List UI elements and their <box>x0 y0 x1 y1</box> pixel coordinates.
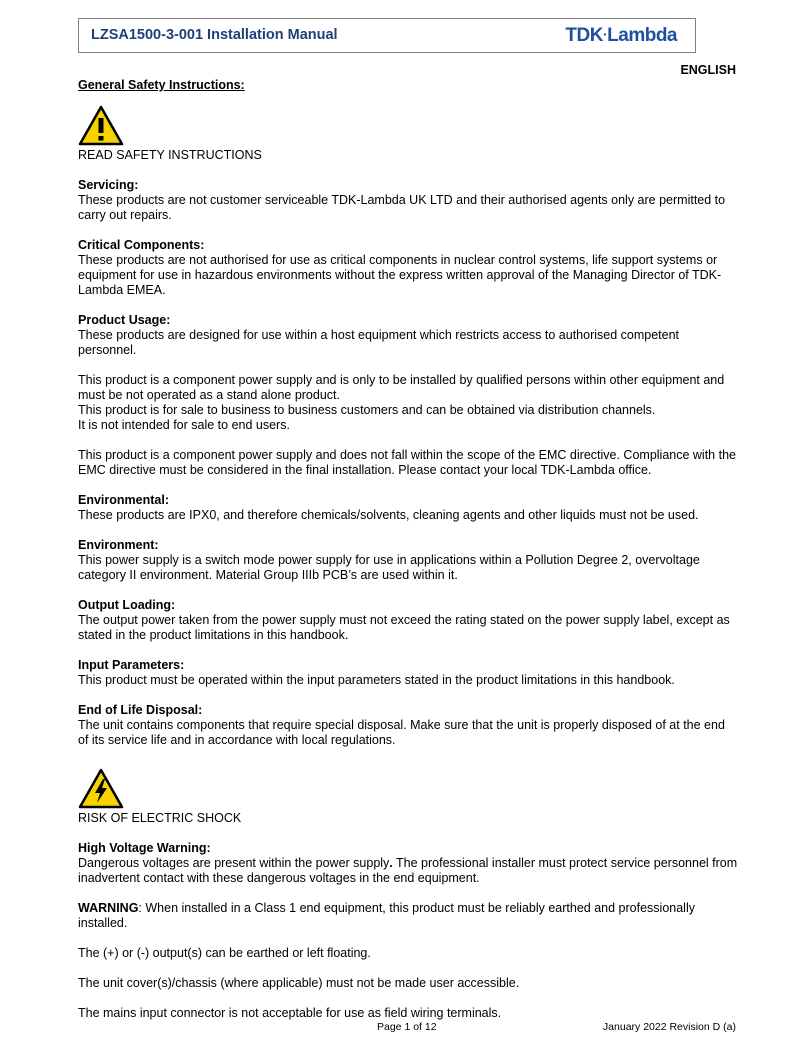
section-servicing <box>78 178 738 223</box>
mains-text: The mains input connector is not acceptable for use as field wiring terminals. <box>78 1006 502 1020</box>
revision-label: January 2022 Revision D (a) <box>602 1021 736 1033</box>
electric-shock-icon <box>78 768 124 809</box>
section-text: This product must be operated within the input parameters stated in the product limitations in this handbook. <box>78 673 675 687</box>
section-text: It is not intended for sale to end users. <box>78 418 290 432</box>
section-text <box>78 856 738 886</box>
brand-logo <box>565 25 677 47</box>
hv-text-dot: . <box>389 856 393 870</box>
section-warning <box>78 901 738 931</box>
section-text: These products are designed for use within a host equipment which restricts access to authorised competent personnel. <box>78 328 680 357</box>
shock-caption: RISK OF ELECTRIC SHOCK <box>78 811 242 825</box>
section-text: This product is a component power supply and is only to be installed by qualified persons within other equipment and must be not operated as a stand alone product. <box>78 373 725 402</box>
brand-logo-separator: · <box>602 26 608 42</box>
section-end-of-life <box>78 703 738 748</box>
safety-caption: READ SAFETY INSTRUCTIONS <box>78 148 262 162</box>
language-label: ENGLISH <box>680 63 736 77</box>
section-title: Input Parameters: <box>78 658 185 672</box>
section-text: These products are IPX0, and therefore chemicals/solvents, cleaning agents and other liquids must not be used. <box>78 508 699 522</box>
hv-text-a: Dangerous voltages are present within the power supply <box>78 856 390 870</box>
section-title: Output Loading: <box>78 598 176 612</box>
warning-text <box>78 901 738 931</box>
section-environment <box>78 538 738 583</box>
section-title: Critical Components: <box>78 238 205 252</box>
section-text: These products are not authorised for use as critical components in nuclear control systems, life support systems or equipment for use in hazardous environments without the express written approval of the Managing Director of TDK-Lambda EMEA. <box>78 253 722 297</box>
section-critical-components <box>78 238 738 298</box>
section-title: Environmental: <box>78 493 169 507</box>
section-title: High Voltage Warning: <box>78 841 211 855</box>
warning-exclamation-dot <box>99 136 104 141</box>
section-input-parameters <box>78 658 738 688</box>
hv-text-b: The professional installer must protect service personnel from inadvertent contact with these dangerous voltages in the end equipment. <box>78 856 738 885</box>
section-title: Product Usage: <box>78 313 171 327</box>
section-text: The output power taken from the power supply must not exceed the rating stated on the power supply label, except as stated in the product limitations in this handbook. <box>78 613 730 642</box>
section-text: These products are not customer serviceable TDK-Lambda UK LTD and their authorised agents only are permitted to carry out repairs. <box>78 193 726 222</box>
section-title: Servicing: <box>78 178 139 192</box>
output-earth-text: The (+) or (-) output(s) can be earthed or left floating. <box>78 946 371 960</box>
warning-body: : When installed in a Class 1 end equipment, this product must be reliably earthed and professionally installed. <box>78 901 695 930</box>
warning-triangle-icon <box>78 105 124 146</box>
section-text: This power supply is a switch mode power supply for use in applications within a Pollution Degree 2, overvoltage category II environment. Material Group IIIb PCB’s are used within it. <box>78 553 700 582</box>
brand-logo-main: TDK <box>565 25 603 46</box>
page-heading: General Safety Instructions: <box>78 78 245 92</box>
section-output-loading <box>78 598 738 643</box>
document-title: LZSA1500-3-001 Installation Manual <box>91 27 338 43</box>
cover-text: The unit cover(s)/chassis (where applicable) must not be made user accessible. <box>78 976 520 990</box>
brand-logo-second: Lambda <box>607 25 677 46</box>
section-product-usage <box>78 313 738 478</box>
section-title: Environment: <box>78 538 159 552</box>
section-title: End of Life Disposal: <box>78 703 203 717</box>
section-text: This product is for sale to business to business customers and can be obtained via distribution channels. <box>78 403 656 417</box>
section-text: The unit contains components that require special disposal. Make sure that the unit is properly disposed of at the end of its service life and in accordance with local regulations. <box>78 718 725 747</box>
header-box <box>78 18 696 53</box>
warning-label: WARNING <box>78 901 139 915</box>
page-number: Page 1 of 12 <box>377 1021 437 1033</box>
document-body <box>78 78 738 1021</box>
section-environmental <box>78 493 738 523</box>
section-high-voltage <box>78 841 738 886</box>
section-text: This product is a component power supply and does not fall within the scope of the EMC directive. Compliance with the EMC directive must be considered in the final installation. Please contact your local TDK-Lambda office. <box>78 448 736 477</box>
warning-exclamation-bar <box>99 118 104 133</box>
